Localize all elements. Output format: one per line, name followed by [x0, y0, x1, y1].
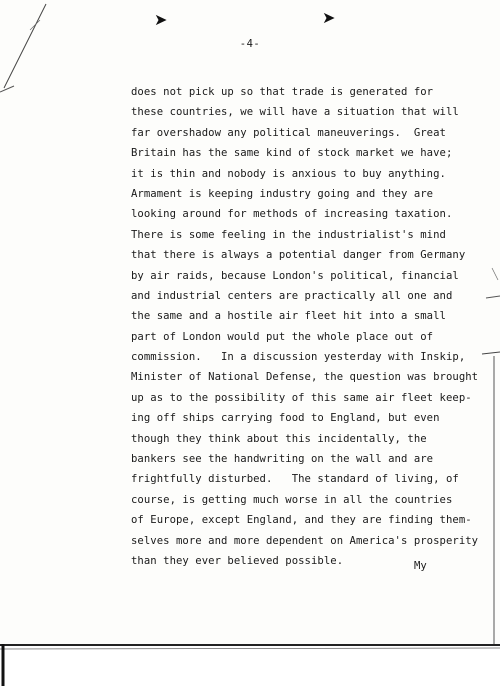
text-line: ing off ships carrying food to England, but even — [131, 412, 440, 425]
text-line: bankers see the handwriting on the wall and are — [131, 453, 434, 466]
text-line: Armament is keeping industry going and they are — [131, 187, 434, 200]
scan-bottom-edge — [0, 634, 500, 686]
text-line: that there is always a potential danger from Germany — [131, 249, 466, 262]
text-line: course, is getting much worse in all the countries — [131, 493, 453, 506]
text-line: far overshadow any political maneuverings. Great — [131, 126, 446, 139]
scan-artifact-mark: ➤ — [154, 10, 168, 29]
scan-artifact-mark: ➤ — [322, 8, 336, 27]
text-line: part of London would put the whole place out of — [131, 330, 434, 343]
text-line: selves more and more dependent on America's prosperity — [131, 534, 479, 547]
text-line: of Europe, except England, and they are finding them- — [131, 514, 472, 527]
text-line: and industrial centers are practically all one and — [131, 289, 453, 302]
text-line: There is some feeling in the industrialist's mind — [131, 228, 446, 241]
text-line: by air raids, because London's political, financial — [131, 269, 459, 282]
text-line: commission. In a discussion yesterday with Inskip, — [131, 351, 466, 364]
text-line: these countries, we will have a situation that will — [131, 106, 459, 119]
text-line: than they ever believed possible. — [131, 554, 344, 567]
text-line: looking around for methods of increasing taxation. — [131, 208, 453, 221]
text-line: Minister of National Defense, the question was brought — [131, 371, 479, 384]
text-line: though they think about this incidentally, the — [131, 432, 427, 445]
text-line: up as to the possibility of this same air fleet keep- — [131, 391, 472, 404]
text-line: does not pick up so that trade is generated for — [131, 86, 434, 98]
text-line: the same and a hostile air fleet hit into a small — [131, 310, 446, 323]
text-line: it is thin and nobody is anxious to buy anything. — [131, 167, 446, 180]
text-line: frightfully disturbed. The standard of living, of — [131, 473, 459, 486]
text-line: Britain has the same kind of stock market we have; — [131, 147, 453, 160]
typed-body-text — [131, 82, 491, 571]
page-number: -4- — [239, 38, 261, 50]
catchword: My — [414, 560, 427, 572]
